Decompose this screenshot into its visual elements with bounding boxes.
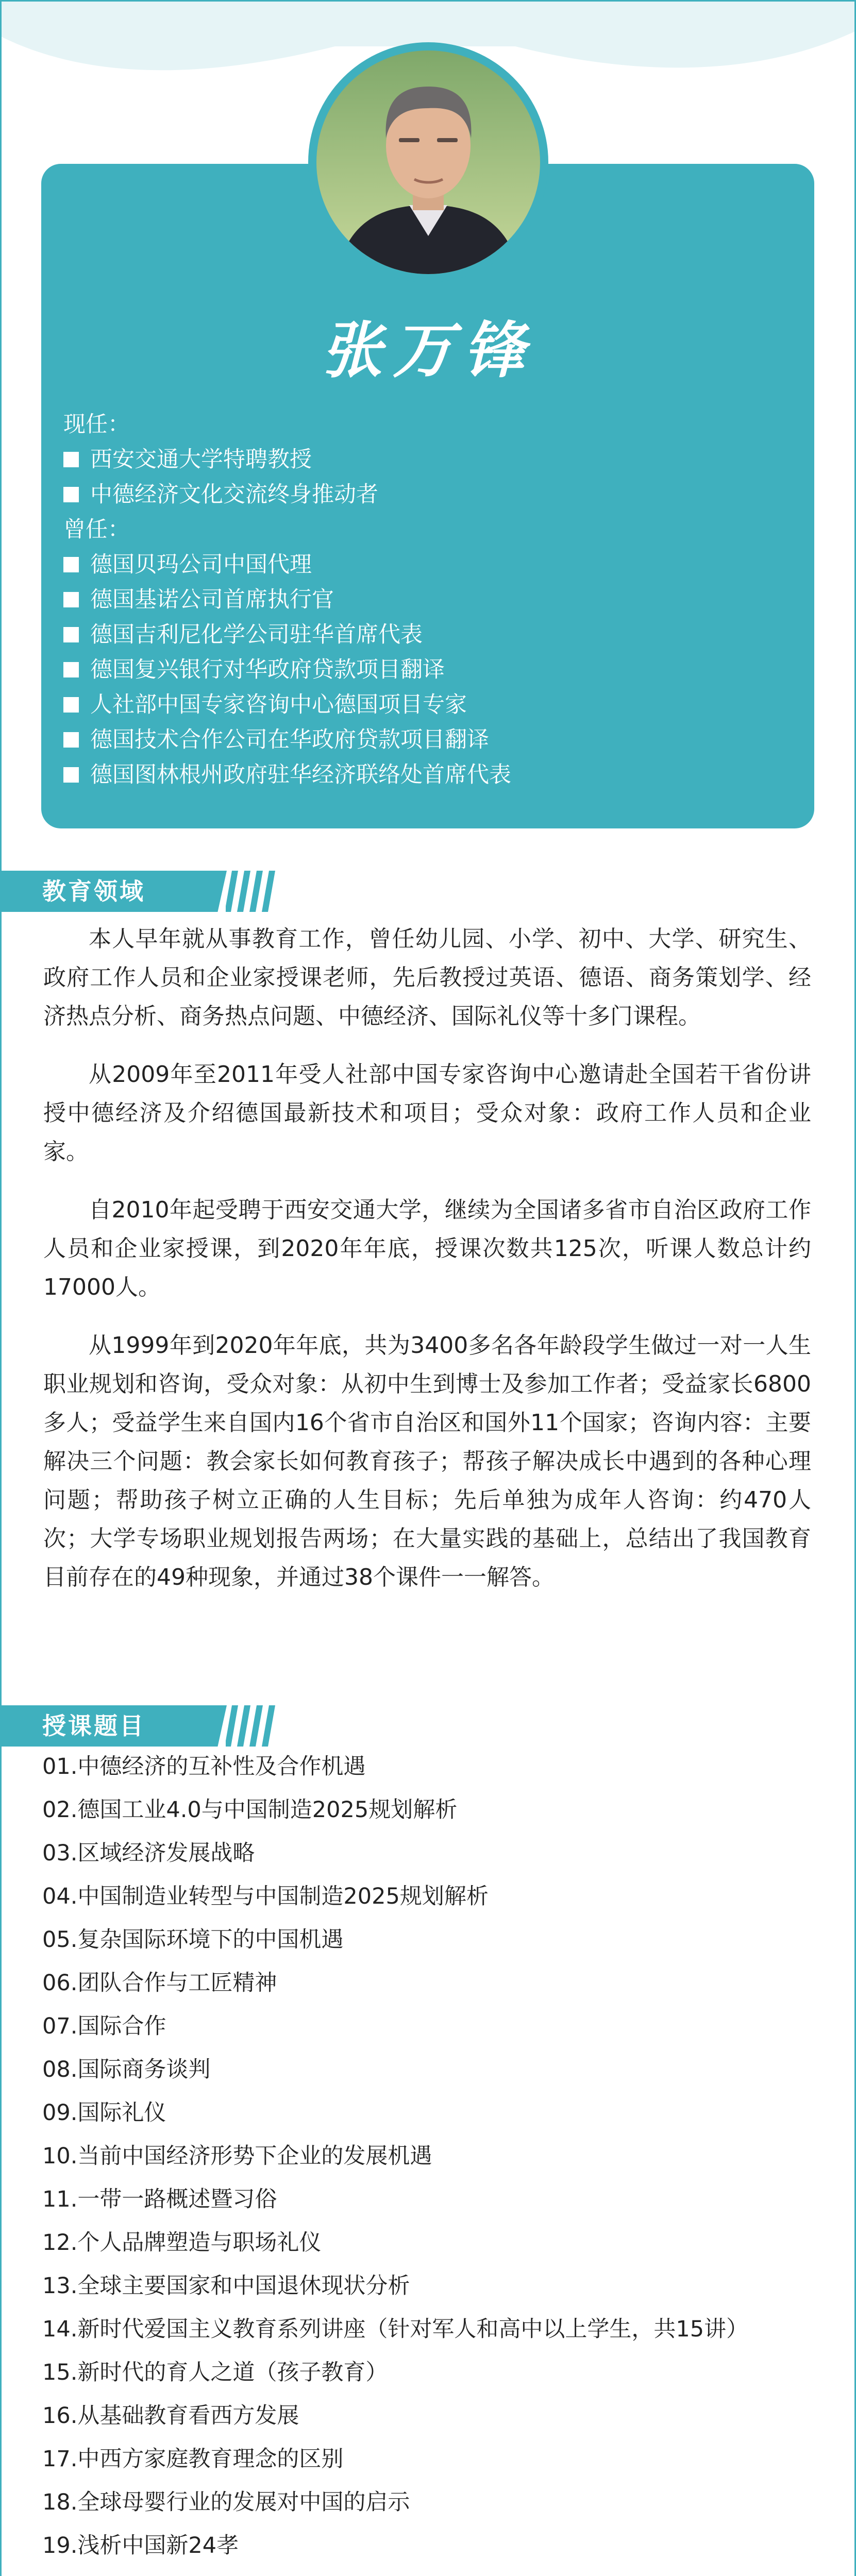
square-bullet-icon <box>63 767 79 783</box>
diagonal-stripes-icon <box>226 871 288 912</box>
list-item: 德国图林根州政府驻华经济联络处首席代表 <box>63 757 785 792</box>
list-item: 17.中西方家庭教育理念的区别 <box>42 2446 344 2472</box>
list-item: 05.复杂国际环境下的中国机遇 <box>42 1927 344 1953</box>
list-item: 04.中国制造业转型与中国制造2025规划解析 <box>42 1884 489 1909</box>
education-paragraphs <box>43 920 811 1616</box>
section-header-education <box>0 871 856 912</box>
list-item: 德国吉利尼化学公司驻华首席代表 <box>63 617 785 652</box>
paragraph: 本人早年就从事教育工作，曾任幼儿园、小学、初中、大学、研究生、政府工作人员和企业家授课老师，先后教授过英语、德语、商务策划学、经济热点分析、商务热点问题、中德经济、国际礼仪等十多门课程。 <box>43 926 811 1029</box>
section-header-topics <box>0 1705 856 1747</box>
list-item: 02.德国工业4.0与中国制造2025规划解析 <box>42 1797 458 1823</box>
list-item: 13.全球主要国家和中国退休现状分析 <box>42 2273 410 2299</box>
section-title: 教育领域 <box>42 877 145 905</box>
paragraph: 从1999年到2020年年底，共为3400多名各年龄段学生做过一对一人生职业规划和咨询，受众对象：从初中生到博士及参加工作者；受益家长6800多人；受益学生来自国内16个省市自治区和国外11个国家；咨询内容：主要解决三个问题：教会家长如何教育孩子；帮孩子解决成长中遇到的各种心理问题；帮助孩子树立正确的人生目标；先后单独为成年人咨询：约470人次；大学专场职业规划报告两场；在大量实践的基础上，总结出了我国教育目前存在的49种现象，并通过38个课件一一解答。 <box>43 1332 811 1590</box>
square-bullet-icon <box>63 627 79 642</box>
list-item: 11.一带一路概述暨习俗 <box>42 2187 277 2212</box>
section-title: 授课题目 <box>42 1712 145 1740</box>
square-bullet-icon <box>63 662 79 677</box>
profile-name: 张万锋 <box>321 314 535 386</box>
list-item: 16.从基础教育看西方发展 <box>42 2403 299 2429</box>
list-item: 18.全球母婴行业的发展对中国的启示 <box>42 2489 410 2515</box>
list-item: 德国基诺公司首席执行官 <box>63 582 785 617</box>
list-item: 09.国际礼仪 <box>42 2100 166 2126</box>
list-item: 人社部中国专家咨询中心德国项目专家 <box>63 687 785 722</box>
list-item: 德国技术合作公司在华政府贷款项目翻译 <box>63 722 785 757</box>
list-item: 15.新时代的育人之道（孩子教育） <box>42 2360 388 2385</box>
list-item: 德国贝玛公司中国代理 <box>63 547 785 582</box>
square-bullet-icon <box>63 557 79 572</box>
list-item: 07.国际合作 <box>42 2013 166 2039</box>
list-item: 10.当前中国经济形势下企业的发展机遇 <box>42 2143 432 2169</box>
current-label: 现任： <box>63 412 130 437</box>
bio-list <box>63 407 785 792</box>
former-label: 曾任： <box>63 517 130 543</box>
paragraph: 自2010年起受聘于西安交通大学，继续为全国诸多省市自治区政府工作人员和企业家授课，到2020年年底，授课次数共125次，听课人数总计约17000人。 <box>43 1197 811 1300</box>
list-item: 03.区域经济发展战略 <box>42 1840 255 1866</box>
square-bullet-icon <box>63 487 79 502</box>
list-item: 19.浅析中国新24孝 <box>42 2533 239 2558</box>
portrait-photo <box>316 50 540 274</box>
paragraph: 从2009年至2011年受人社部中国专家咨询中心邀请赴全国若干省份讲授中德经济及介绍德国最新技术和项目；受众对象：政府工作人员和企业家。 <box>43 1061 811 1165</box>
list-item: 14.新时代爱国主义教育系列讲座（针对军人和高中以上学生，共15讲） <box>42 2316 749 2342</box>
list-item: 12.个人品牌塑造与职场礼仪 <box>42 2230 322 2256</box>
list-item: 08.国际商务谈判 <box>42 2057 211 2082</box>
list-item: 德国复兴银行对华政府贷款项目翻译 <box>63 652 785 687</box>
list-item: 01.中德经济的互补性及合作机遇 <box>42 1754 366 1780</box>
list-item: 06.团队合作与工匠精神 <box>42 1970 277 1996</box>
topics-list <box>42 1752 815 2576</box>
list-item: 西安交通大学特聘教授 <box>63 442 785 477</box>
list-item <box>42 2574 815 2576</box>
avatar <box>308 42 548 282</box>
square-bullet-icon <box>63 697 79 713</box>
diagonal-stripes-icon <box>226 1705 288 1747</box>
list-item: 中德经济文化交流终身推动者 <box>63 477 785 512</box>
square-bullet-icon <box>63 452 79 467</box>
square-bullet-icon <box>63 732 79 748</box>
square-bullet-icon <box>63 592 79 607</box>
